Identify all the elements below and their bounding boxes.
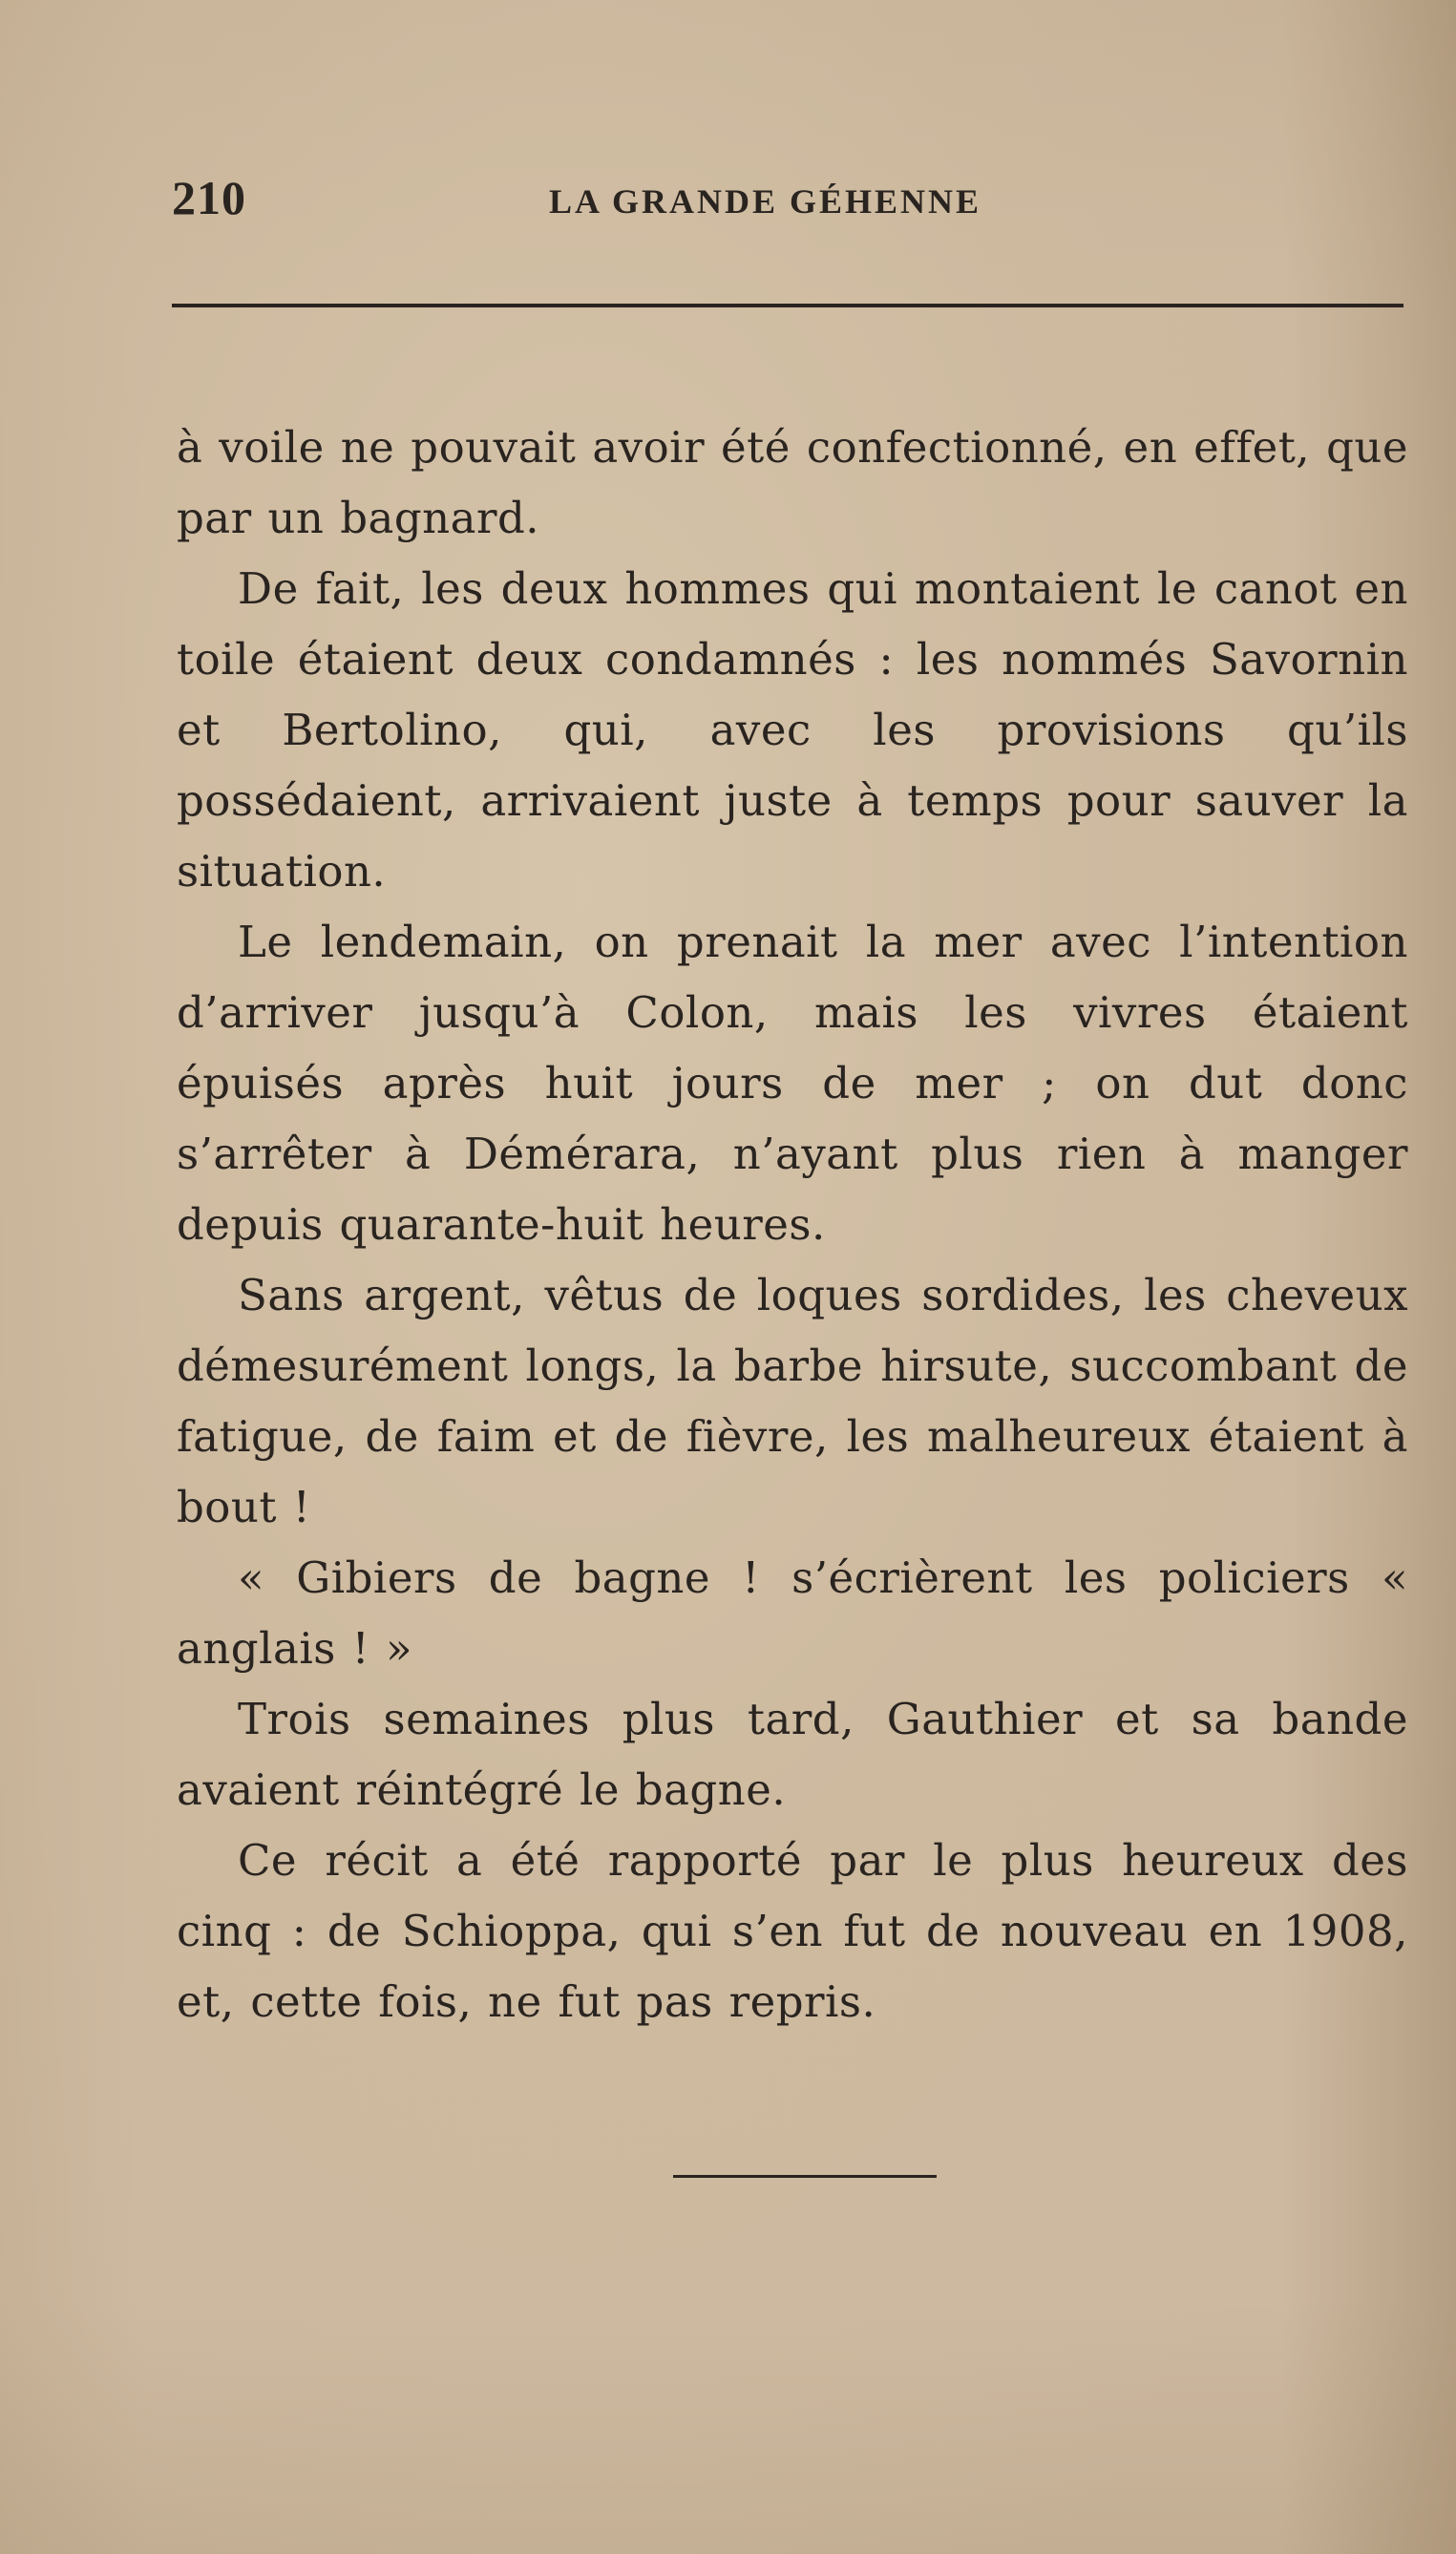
page-number: 210 bbox=[172, 171, 246, 224]
paragraph-2: De fait, les deux hommes qui montaient le canot en toile étaient deux condamnés : les nommés Savornin et Bertolino, qui, avec les provisions qu’ils possédaient, arrivaient juste à temps pour sauver la situation. bbox=[177, 563, 1408, 897]
paragraph-7: Ce récit a été rapporté par le plus heureux des cinq : de Schioppa, qui s’en fut de nouveau en 1908, et, cette fois, ne fut pas repris. bbox=[177, 1835, 1408, 2027]
end-rule bbox=[673, 2175, 937, 2178]
paragraph-6: Trois semaines plus tard, Gauthier et sa bande avaient réintégré le bagne. bbox=[177, 1694, 1408, 1815]
paragraph-1: à voile ne pouvait avoir été confectionné, en effet, que par un bagnard. bbox=[177, 422, 1408, 543]
paragraph-4: Sans argent, vêtus de loques sordides, les cheveux démesurément longs, la barbe hirsute, succombant de fatigue, de faim et de fièvre, les malheureux étaient à bout ! bbox=[177, 1270, 1408, 1532]
paragraph-5: « Gibiers de bagne ! s’écrièrent les policiers « anglais ! » bbox=[177, 1552, 1408, 1674]
running-title: LA GRANDE GÉHENNE bbox=[549, 182, 982, 221]
header-rule bbox=[172, 304, 1403, 307]
body-text bbox=[177, 412, 1408, 2037]
running-head bbox=[172, 170, 1403, 227]
paragraph-3: Le lendemain, on prenait la mer avec l’intention d’arriver jusqu’à Colon, mais les vivres étaient épuisés après huit jours de mer ; on dut donc s’arrêter à Démérara, n’ayant plus rien à manger depuis quarante-huit heures. bbox=[177, 917, 1408, 1250]
